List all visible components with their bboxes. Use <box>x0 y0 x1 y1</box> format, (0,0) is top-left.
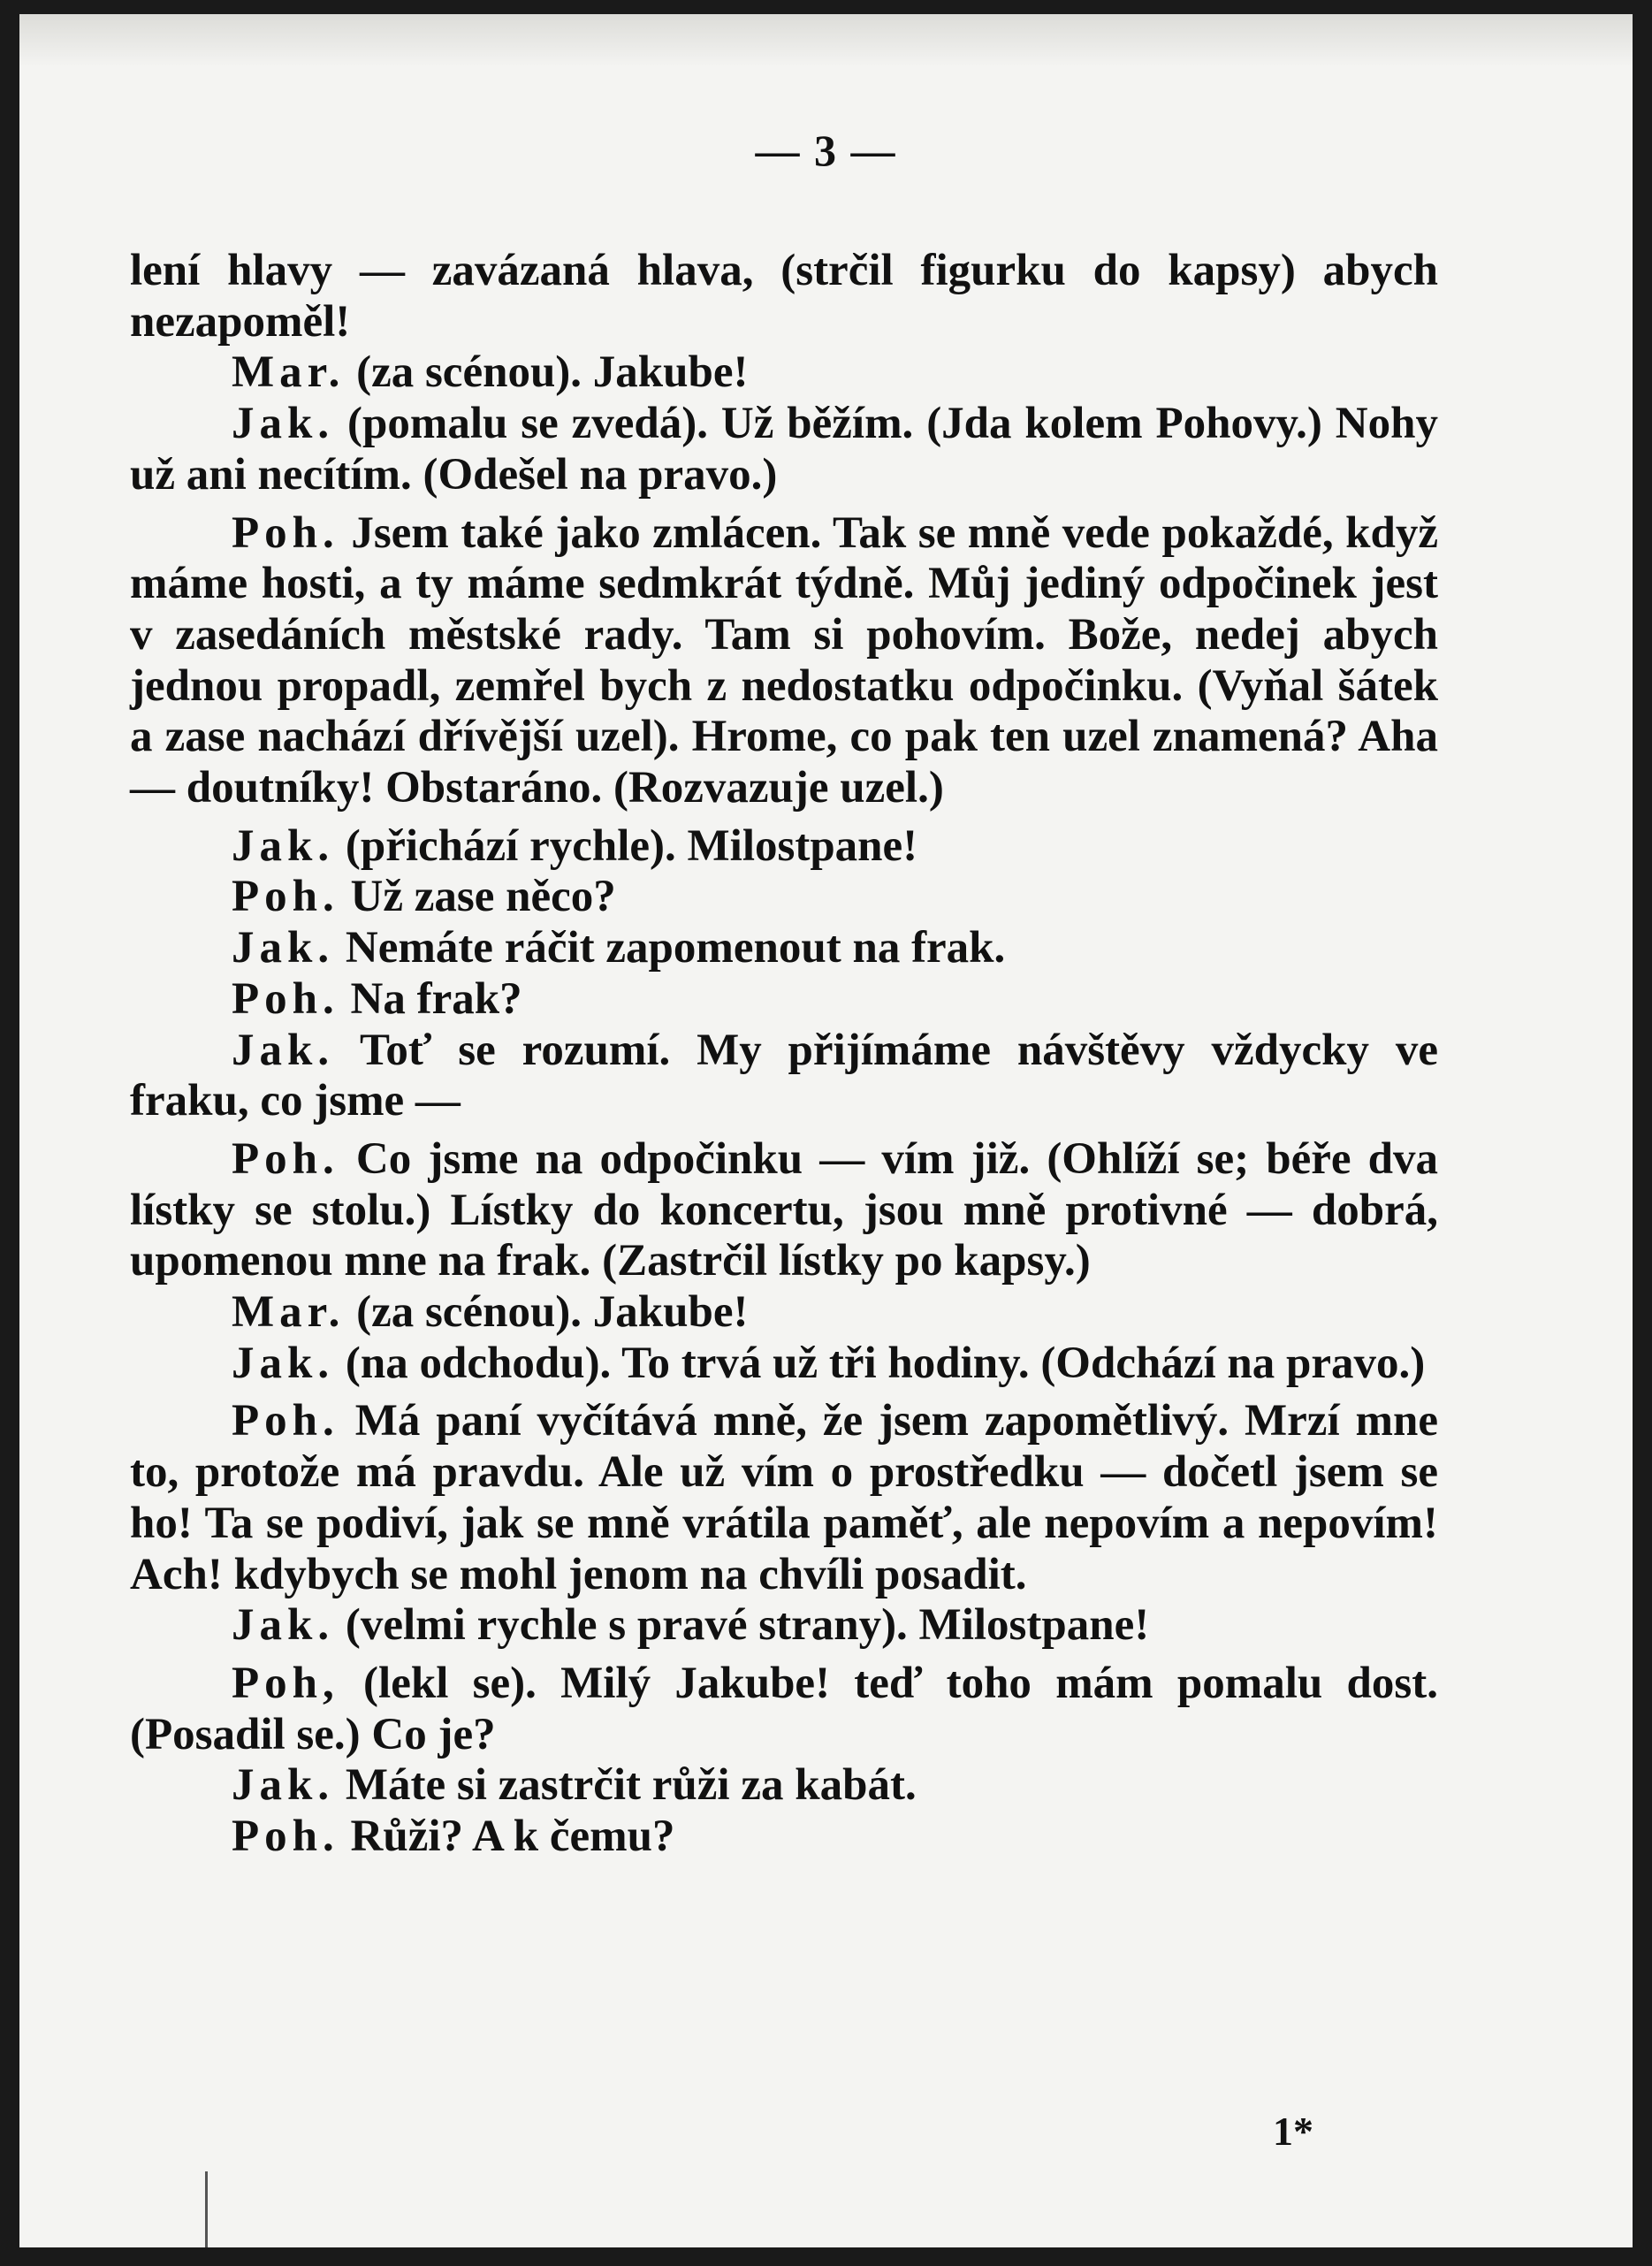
paragraph-text: Toť se rozumí. My přijímáme návštěvy vždycky ve fraku, co jsme — <box>130 1025 1438 1126</box>
speaker: Poh. <box>232 1812 339 1862</box>
speaker: Jak. <box>232 1338 335 1388</box>
signature-mark: 1* <box>1273 2109 1313 2154</box>
paragraph-text: Na frak? <box>350 973 522 1024</box>
paragraph-text: Růži? A k čemu? <box>350 1812 675 1862</box>
paragraph-text: (za scénou). Jakube! <box>356 1287 749 1338</box>
speaker: Poh, <box>232 1658 339 1708</box>
paragraph-6 <box>130 923 1438 974</box>
paragraph-4 <box>130 821 1438 873</box>
speaker: Jak. <box>232 923 335 973</box>
speaker: Poh. <box>232 1133 339 1184</box>
paragraph-2 <box>130 399 1438 500</box>
paragraph-13 <box>130 1600 1438 1652</box>
speaker: Jak. <box>232 1025 335 1075</box>
speaker: Mar. <box>232 347 346 398</box>
paragraph-0 <box>130 246 1438 347</box>
speaker: Poh. <box>232 1396 339 1446</box>
speaker: Poh. <box>232 973 339 1024</box>
paragraph-text: (lekl se). Milý Jakube! teď toho mám pomalu dost. (Posadil se.) Co je? <box>130 1658 1439 1759</box>
paragraph-text: Má paní vyčítává mně, že jsem zapomětlivý. Mrzí mne to, protože má pravdu. Ale už vím o prostředku — dočetl jsem se ho! Ta se podiví, jak se mně vrátila paměť, ale nepovím a nepovím! Ach! kdybych se mohl jenom na chvíli posadit. <box>130 1396 1438 1599</box>
paragraph-text: (na odchodu). To trvá už tři hodiny. (Odchází na pravo.) <box>345 1338 1426 1388</box>
paragraph-10 <box>130 1287 1438 1339</box>
paragraph-16 <box>130 1812 1438 1863</box>
paragraph-text: (pomalu se zvedá). Už běžím. (Jda kolem Pohovy.) Nohy už ani necítím. (Odešel na pravo.) <box>130 399 1438 500</box>
paragraph-text: Co jsme na odpočinku — vím již. (Ohlíží se; béře dva lístky se stolu.) Lístky do koncertu, jsou mně protivné — dobrá, upomenou mne na frak. (Zastrčil lístky po kapsy.) <box>130 1133 1438 1286</box>
speaker: Jak. <box>232 1600 335 1651</box>
speaker: Jak. <box>232 399 335 449</box>
speaker: Jak. <box>232 820 335 871</box>
paragraph-9 <box>130 1134 1438 1287</box>
paragraph-11 <box>130 1339 1438 1390</box>
paragraph-3 <box>130 508 1438 814</box>
speaker: Poh. <box>232 507 339 558</box>
speaker: Mar. <box>232 1287 346 1338</box>
paragraph-14 <box>130 1659 1438 1760</box>
paragraph-1 <box>130 347 1438 399</box>
paragraph-text: (velmi rychle s pravé strany). Milostpane! <box>345 1600 1150 1651</box>
paragraph-text: (za scénou). Jakube! <box>356 347 749 398</box>
paragraph-text: Máte si zastrčit růži za kabát. <box>345 1760 917 1811</box>
paragraph-text: (přichází rychle). Milostpane! <box>345 820 918 871</box>
paragraph-8 <box>130 1026 1438 1127</box>
paragraph-5 <box>130 872 1438 923</box>
page-number: — 3 — <box>755 126 897 175</box>
paragraph-text: Už zase něco? <box>350 872 616 922</box>
paragraph-text: Nemáte ráčit zapomenout na frak. <box>345 923 1006 973</box>
paragraph-7 <box>130 974 1438 1026</box>
paragraph-text: Jsem také jako zmlácen. Tak se mně vede pokaždé, když máme hosti, a ty máme sedmkrát týdně. Můj jediný odpočinek jest v zasedáních městské rady. Tam si pohovím. Bože, nedej abych jednou propadl, zemřel bych z nedostatku odpočinku. (Vyňal šátek a zase nachází dřívější uzel). Hrome, co pak ten uzel znamená? Aha — doutníky! Obstaráno. (Rozvazuje uzel.) <box>130 507 1438 813</box>
speaker: Poh. <box>232 872 339 922</box>
margin-line <box>205 2171 208 2247</box>
paragraph-text: lení hlavy — zavázaná hlava, (strčil figurku do kapsy) abych nezapoměl! <box>130 246 1438 347</box>
scan-edge-shadow <box>19 14 1633 67</box>
book-page <box>19 14 1633 2247</box>
play-text <box>130 246 1438 1863</box>
paragraph-12 <box>130 1396 1438 1600</box>
paragraph-15 <box>130 1760 1438 1812</box>
speaker: Jak. <box>232 1760 335 1811</box>
